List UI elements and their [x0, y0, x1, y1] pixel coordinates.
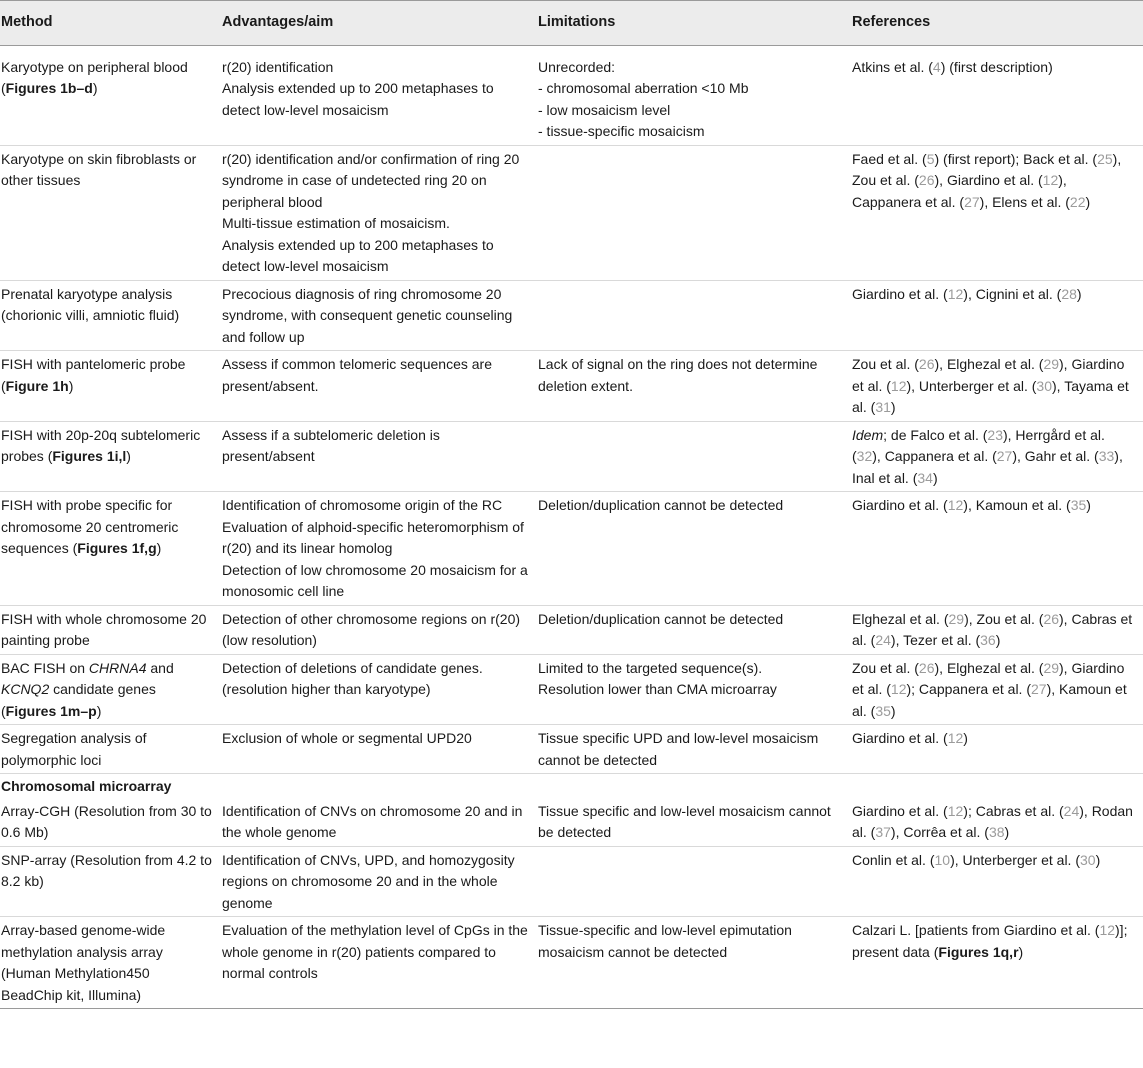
references-cell: Giardino et al. (12)	[852, 725, 1143, 774]
advantages-cell: Evaluation of the methylation level of CpGs in the whole genome in r(20) patients compared to normal controls	[222, 917, 538, 1009]
method-cell: Karyotype on peripheral blood (Figures 1b–d)	[0, 45, 222, 145]
method-cell: SNP-array (Resolution from 4.2 to 8.2 kb)	[0, 846, 222, 917]
reference-link[interactable]: 35	[1070, 497, 1087, 513]
limitations-cell: Tissue-specific and low-level epimutation mosaicism cannot be detected	[538, 917, 852, 1009]
references-cell: Elghezal et al. (29), Zou et al. (26), Cabras et al. (24), Tezer et al. (36)	[852, 605, 1143, 654]
method-cell: Prenatal karyotype analysis (chorionic villi, amniotic fluid)	[0, 280, 222, 351]
references-cell: Giardino et al. (12), Cignini et al. (28)	[852, 280, 1143, 351]
limitations-cell: Tissue specific and low-level mosaicism cannot be detected	[538, 798, 852, 847]
advantages-cell: Detection of deletions of candidate genes. (resolution higher than karyotype)	[222, 654, 538, 725]
method-cell: Array-CGH (Resolution from 30 to 0.6 Mb)	[0, 798, 222, 847]
reference-link[interactable]: 27	[996, 448, 1013, 464]
header-method: Method	[0, 1, 222, 46]
reference-link[interactable]: 5	[926, 150, 935, 167]
limitations-cell: Unrecorded: - chromosomal aberration <10 Mb - low mosaicism level - tissue-specific mosaicism	[538, 45, 852, 145]
reference-link[interactable]: 32	[856, 448, 873, 464]
reference-link[interactable]: 12	[947, 285, 964, 302]
reference-link[interactable]: 10	[934, 851, 951, 868]
advantages-cell: Identification of CNVs, UPD, and homozygosity regions on chromosome 20 and in the whole genome	[222, 846, 538, 917]
header-limitations: Limitations	[538, 1, 852, 46]
figure-link[interactable]: Figures 1m–p	[5, 702, 97, 719]
table-row	[0, 605, 1143, 654]
method-cell: Segregation analysis of polymorphic loci	[0, 725, 222, 774]
method-cell: FISH with whole chromosome 20 painting probe	[0, 605, 222, 654]
limitations-cell: Deletion/duplication cannot be detected	[538, 492, 852, 606]
advantages-cell: r(20) identification and/or confirmation of ring 20 syndrome in case of undetected ring 20 on peripheral blood Multi-tissue estimation of mosaicism. Analysis extended up to 200 metaphases to detect low-level mosaicism	[222, 145, 538, 280]
table-row	[0, 798, 1143, 847]
advantages-cell: Precocious diagnosis of ring chromosome 20 syndrome, with consequent genetic counseling and follow up	[222, 280, 538, 351]
method-cell: FISH with 20p-20q subtelomeric probes (Figures 1i,l)	[0, 421, 222, 492]
figure-link[interactable]: Figure 1h	[5, 377, 69, 394]
advantages-cell: Assess if common telomeric sequences are present/absent.	[222, 351, 538, 422]
references-cell: Idem; de Falco et al. (23), Herrgård et al. (32), Cappanera et al. (27), Gahr et al. (33), Inal et al. (34)	[852, 421, 1143, 492]
advantages-cell: Identification of CNVs on chromosome 20 and in the whole genome	[222, 798, 538, 847]
references-cell: Giardino et al. (12), Kamoun et al. (35)	[852, 492, 1143, 606]
figure-link[interactable]: Figures 1f,g	[77, 540, 157, 556]
reference-link[interactable]: 28	[1061, 285, 1077, 302]
table-row	[0, 725, 1143, 774]
reference-link[interactable]: 37	[875, 824, 891, 840]
reference-link[interactable]: 29	[1043, 356, 1060, 372]
reference-link[interactable]: 35	[875, 702, 891, 719]
reference-link[interactable]: 12	[1099, 922, 1116, 938]
reference-link[interactable]: 4	[932, 58, 941, 75]
references-cell: Calzari L. [patients from Giardino et al. (12)]; present data (Figures 1q,r)	[852, 917, 1143, 1009]
table-row	[0, 145, 1143, 280]
reference-link[interactable]: 26	[1043, 610, 1060, 627]
reference-link[interactable]: 30	[1036, 377, 1052, 394]
header-references: References	[852, 1, 1143, 46]
reference-link[interactable]: 12	[947, 730, 964, 746]
reference-link[interactable]: 12	[947, 802, 964, 819]
reference-link[interactable]: 22	[1069, 193, 1086, 210]
limitations-cell	[538, 145, 852, 280]
reference-link[interactable]: 24	[875, 632, 891, 648]
references-cell: Zou et al. (26), Elghezal et al. (29), Giardino et al. (12); Cappanera et al. (27), Kamoun et al. (35)	[852, 654, 1143, 725]
reference-link[interactable]: 24	[1063, 802, 1080, 819]
reference-link[interactable]: 12	[1042, 172, 1059, 188]
method-cell: Array-based genome-wide methylation analysis array (Human Methylation450 BeadChip kit, Illumina)	[0, 917, 222, 1009]
reference-link[interactable]: 12	[890, 377, 907, 394]
section-heading: Chromosomal microarray	[1, 778, 172, 794]
table-row	[0, 654, 1143, 725]
section-row	[0, 774, 1143, 798]
reference-link[interactable]: 34	[917, 469, 933, 486]
method-cell: Karyotype on skin fibroblasts or other tissues	[0, 145, 222, 280]
reference-link[interactable]: 33	[1098, 448, 1115, 464]
reference-link[interactable]: 23	[987, 426, 1003, 443]
reference-link[interactable]: 26	[918, 356, 935, 372]
references-cell: Zou et al. (26), Elghezal et al. (29), Giardino et al. (12), Unterberger et al. (30), Tayama et al. (31)	[852, 351, 1143, 422]
table-row	[0, 351, 1143, 422]
reference-link[interactable]: 38	[988, 824, 1005, 840]
reference-link[interactable]: 27	[1031, 681, 1047, 697]
reference-link[interactable]: 26	[918, 172, 935, 188]
reference-link[interactable]: 12	[947, 497, 964, 513]
table-row	[0, 421, 1143, 492]
limitations-cell: Lack of signal on the ring does not determine deletion extent.	[538, 351, 852, 422]
limitations-cell: Deletion/duplication cannot be detected	[538, 605, 852, 654]
limitations-cell	[538, 280, 852, 351]
advantages-cell: r(20) identification Analysis extended up to 200 metaphases to detect low-level mosaicism	[222, 45, 538, 145]
references-cell: Faed et al. (5) (first report); Back et al. (25), Zou et al. (26), Giardino et al. (12), Cappanera et al. (27), Elens et al. (22)	[852, 145, 1143, 280]
limitations-cell: Limited to the targeted sequence(s). Resolution lower than CMA microarray	[538, 654, 852, 725]
advantages-cell: Assess if a subtelomeric deletion is present/absent	[222, 421, 538, 492]
references-cell: Conlin et al. (10), Unterberger et al. (30)	[852, 846, 1143, 917]
limitations-cell	[538, 421, 852, 492]
table-row	[0, 280, 1143, 351]
reference-link[interactable]: 29	[1043, 659, 1060, 676]
advantages-cell: Detection of other chromosome regions on r(20) (low resolution)	[222, 605, 538, 654]
advantages-cell: Identification of chromosome origin of the RC Evaluation of alphoid-specific heteromorphism of r(20) and its linear homolog Detection of low chromosome 20 mosaicism for a monosomic cell line	[222, 492, 538, 606]
method-cell: FISH with probe specific for chromosome 20 centromeric sequences (Figures 1f,g)	[0, 492, 222, 606]
reference-link[interactable]: 27	[964, 193, 980, 210]
table-row	[0, 492, 1143, 606]
reference-link[interactable]: 36	[980, 632, 996, 648]
reference-link[interactable]: 29	[948, 610, 965, 627]
advantages-cell: Exclusion of whole or segmental UPD20	[222, 725, 538, 774]
header-row	[0, 1, 1143, 46]
reference-link[interactable]: 31	[875, 399, 891, 415]
figure-link[interactable]: Figures 1i,l	[52, 448, 127, 464]
references-cell: Giardino et al. (12); Cabras et al. (24), Rodan al. (37), Corrêa et al. (38)	[852, 798, 1143, 847]
header-advantages: Advantages/aim	[222, 1, 538, 46]
method-cell: BAC FISH on CHRNA4 and KCNQ2 candidate genes (Figures 1m–p)	[0, 654, 222, 725]
table-row	[0, 45, 1143, 145]
limitations-cell: Tissue specific UPD and low-level mosaicism cannot be detected	[538, 725, 852, 774]
reference-link[interactable]: 30	[1080, 851, 1096, 868]
figure-link[interactable]: Figures 1q,r	[938, 943, 1019, 960]
reference-link[interactable]: 25	[1097, 150, 1113, 167]
references-cell: Atkins et al. (4) (first description)	[852, 45, 1143, 145]
reference-link[interactable]: 26	[918, 659, 935, 676]
table-row	[0, 917, 1143, 1009]
reference-link[interactable]: 12	[890, 681, 907, 697]
table-row	[0, 846, 1143, 917]
limitations-cell	[538, 846, 852, 917]
figure-link[interactable]: Figures 1b–d	[5, 80, 93, 96]
method-cell: FISH with pantelomeric probe (Figure 1h)	[0, 351, 222, 422]
